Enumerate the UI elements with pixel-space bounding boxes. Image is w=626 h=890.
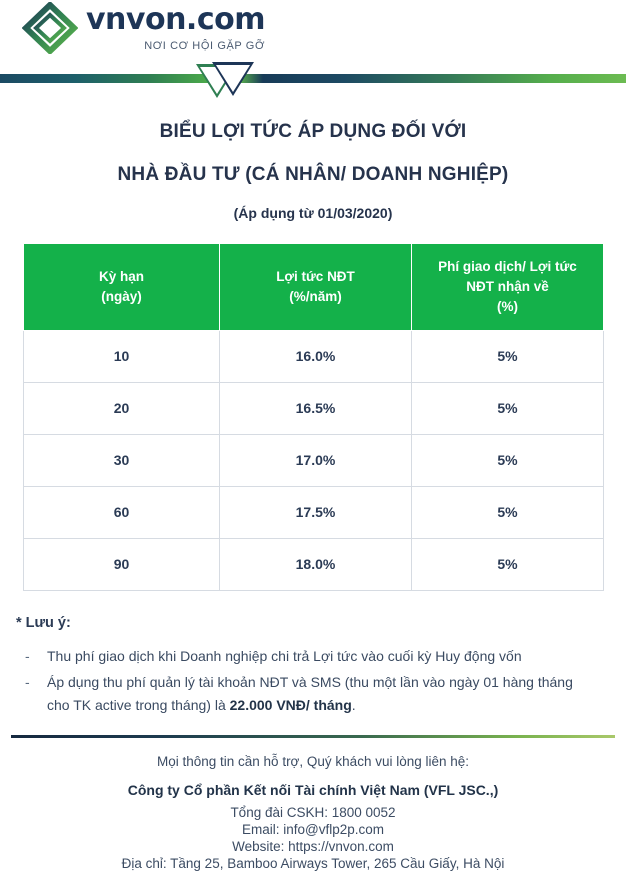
brand-text bbox=[86, 2, 265, 52]
notes-section bbox=[16, 615, 612, 717]
footer-divider bbox=[11, 735, 615, 738]
footer-email: Email: info@vflp2p.com bbox=[241, 821, 384, 837]
note-item bbox=[16, 671, 612, 716]
brand-name: vnvon.com bbox=[86, 2, 265, 37]
table-row bbox=[24, 330, 604, 382]
column-header-yield-l1: Lợi tức NĐT bbox=[276, 269, 355, 285]
footer-hotline: Tổng đài CSKH: 1800 0052 bbox=[230, 804, 396, 820]
notes-title: * Lưu ý: bbox=[16, 614, 71, 631]
header-stripe bbox=[0, 62, 626, 100]
cell-fee: 5% bbox=[412, 486, 604, 538]
cell-term: 90 bbox=[24, 538, 220, 590]
page-subtitle: (Áp dụng từ 01/03/2020) bbox=[233, 204, 393, 221]
note-item bbox=[16, 645, 612, 668]
triangle-inner-inner-icon bbox=[216, 65, 250, 92]
column-header-yield bbox=[220, 243, 412, 330]
gradient-stripe bbox=[0, 74, 626, 83]
footer-website: Website: https://vnvon.com bbox=[232, 838, 394, 854]
brand-block bbox=[22, 2, 265, 54]
column-header-fee-l2: NĐT nhận về bbox=[466, 279, 549, 294]
note-bullet-marker: - bbox=[25, 674, 30, 691]
note-text-pre: Thu phí giao dịch khi Doanh nghiệp chi trả Lợi tức vào cuối kỳ Huy động vốn bbox=[47, 647, 522, 664]
cell-yield: 17.0% bbox=[220, 434, 412, 486]
cell-fee: 5% bbox=[412, 434, 604, 486]
note-text-pre: Áp dụng thu phí quản lý tài khoản NĐT và SMS (thu một lần vào ngày 01 hàng tháng cho TK active trong tháng) là bbox=[47, 674, 573, 714]
table-row bbox=[24, 486, 604, 538]
table-row bbox=[24, 434, 604, 486]
cell-fee: 5% bbox=[412, 330, 604, 382]
page-header bbox=[0, 0, 626, 100]
column-header-term-l1: Kỳ hạn bbox=[98, 269, 144, 285]
table-header-row bbox=[24, 243, 604, 330]
notes-list bbox=[16, 645, 612, 717]
column-header-term-l2: (ngày) bbox=[101, 288, 142, 304]
cell-yield: 18.0% bbox=[220, 538, 412, 590]
note-bullet-marker: - bbox=[25, 647, 30, 664]
page-title-line1: BIỂU LỢI TỨC ÁP DỤNG ĐỐI VỚI bbox=[159, 121, 467, 142]
rate-table-wrapper bbox=[23, 243, 603, 591]
footer-company-name: Công ty Cổ phần Kết nối Tài chính Việt Nam (VFL JSC.,) bbox=[127, 781, 499, 798]
cell-yield: 16.5% bbox=[220, 382, 412, 434]
cell-term: 60 bbox=[24, 486, 220, 538]
cell-term: 30 bbox=[24, 434, 220, 486]
cell-fee: 5% bbox=[412, 538, 604, 590]
rate-table-body bbox=[24, 330, 604, 590]
column-header-fee-l3: (%) bbox=[497, 298, 518, 314]
page-title-line2: NHÀ ĐẦU TƯ (CÁ NHÂN/ DOANH NGHIỆP) bbox=[117, 163, 509, 185]
note-text bbox=[47, 645, 612, 668]
diamond-outline-logo-icon bbox=[22, 2, 78, 54]
note-text-strong: 22.000 VNĐ/ tháng bbox=[229, 697, 352, 714]
footer-address: Địa chỉ: Tầng 25, Bamboo Airways Tower, 265 Cầu Giấy, Hà Nội bbox=[121, 855, 505, 871]
cell-term: 10 bbox=[24, 330, 220, 382]
column-header-fee-l1: Phí giao dịch/ Lợi tức bbox=[438, 259, 577, 275]
note-text-post: . bbox=[351, 697, 356, 714]
rate-table-head bbox=[24, 243, 604, 330]
footer-lead: Mọi thông tin cần hỗ trợ, Quý khách vui lòng liên hệ: bbox=[156, 753, 470, 769]
cell-yield: 17.5% bbox=[220, 486, 412, 538]
page-footer bbox=[0, 754, 626, 871]
document-titles bbox=[0, 122, 626, 221]
rate-table bbox=[23, 243, 604, 591]
cell-fee: 5% bbox=[412, 382, 604, 434]
note-text bbox=[47, 671, 612, 716]
table-row bbox=[24, 382, 604, 434]
column-header-yield-l2: (%/năm) bbox=[289, 288, 342, 304]
table-row bbox=[24, 538, 604, 590]
brand-tagline: NƠI CƠ HỘI GẶP GỠ bbox=[144, 40, 265, 52]
column-header-term bbox=[24, 243, 220, 330]
cell-term: 20 bbox=[24, 382, 220, 434]
cell-yield: 16.0% bbox=[220, 330, 412, 382]
column-header-fee bbox=[412, 243, 604, 330]
